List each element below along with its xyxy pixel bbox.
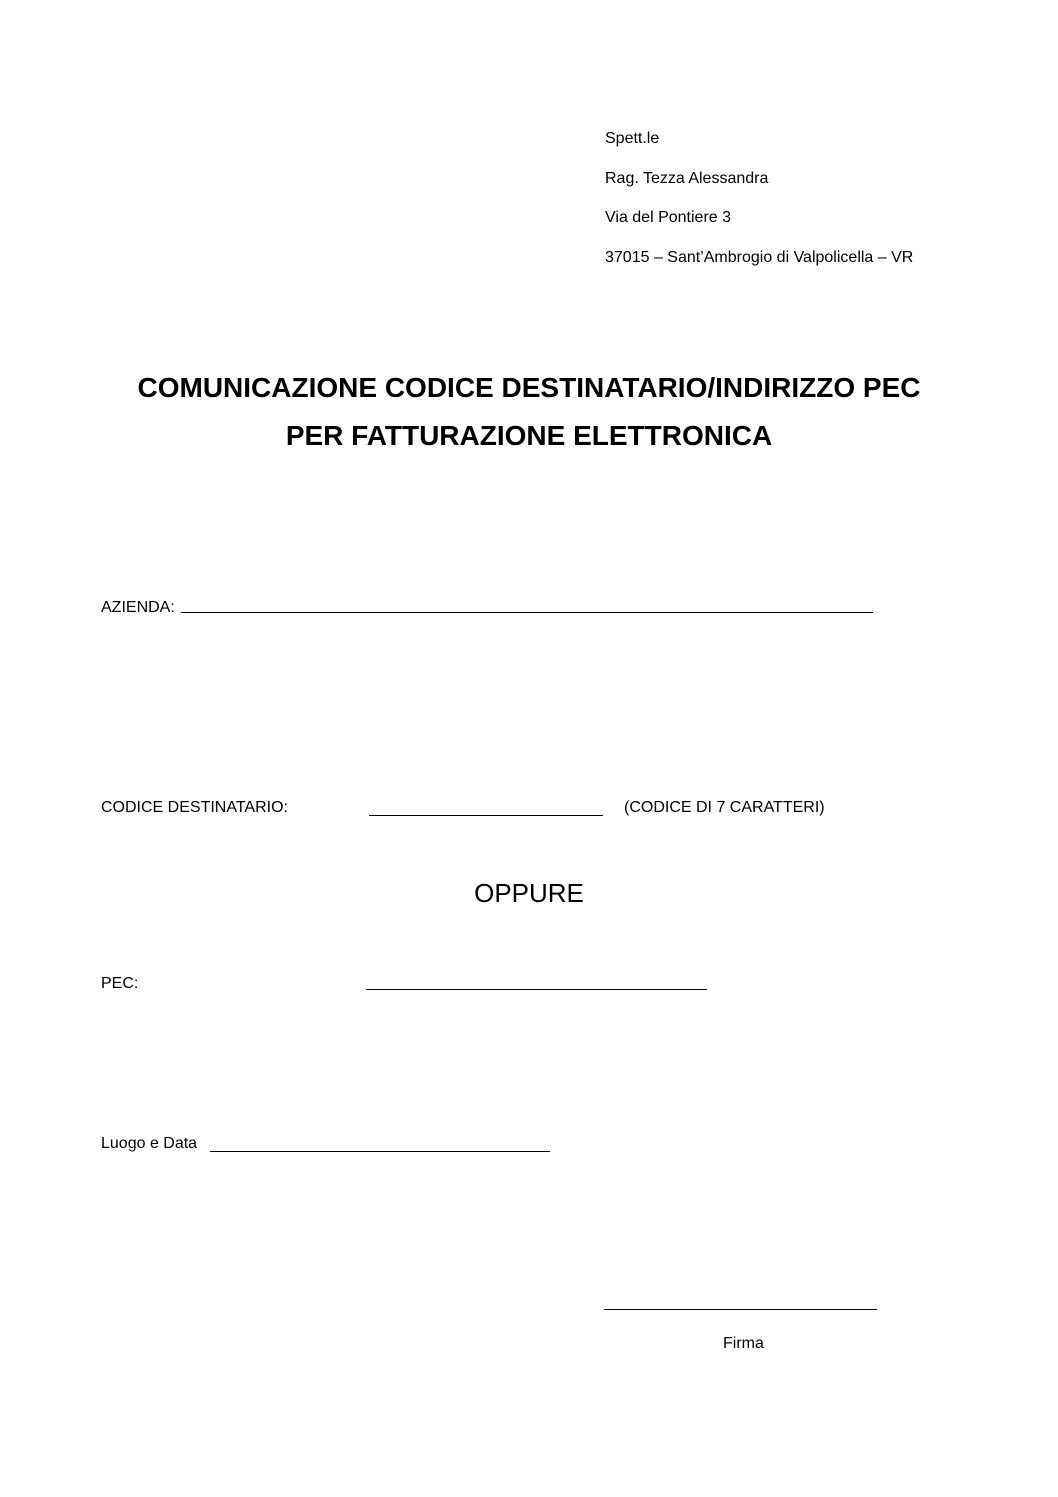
- luogo-data-field[interactable]: [210, 1151, 550, 1152]
- azienda-field[interactable]: [181, 612, 873, 613]
- firma-label: Firma: [723, 1335, 764, 1352]
- recipient-city: 37015 – Sant’Ambrogio di Valpolicella – VR: [605, 249, 914, 266]
- luogo-data-label: Luogo e Data: [101, 1135, 198, 1152]
- recipient-name: Rag. Tezza Alessandra: [605, 170, 769, 187]
- azienda-label: AZIENDA:: [101, 599, 175, 616]
- title-line-1: COMUNICAZIONE CODICE DESTINATARIO/INDIRIZZO PEC: [137, 372, 921, 403]
- codice-note: (CODICE DI 7 CARATTERI): [624, 799, 825, 816]
- codice-destinatario-label: CODICE DESTINATARIO:: [101, 799, 288, 816]
- codice-destinatario-field[interactable]: [369, 815, 603, 816]
- recipient-salutation: Spett.le: [605, 130, 660, 147]
- pec-label: PEC:: [101, 975, 139, 992]
- oppure-separator: OPPURE: [474, 878, 584, 908]
- recipient-street: Via del Pontiere 3: [605, 209, 732, 226]
- title-line-2: PER FATTURAZIONE ELETTRONICA: [285, 420, 773, 451]
- pec-field[interactable]: [366, 989, 707, 990]
- firma-field[interactable]: [604, 1309, 877, 1310]
